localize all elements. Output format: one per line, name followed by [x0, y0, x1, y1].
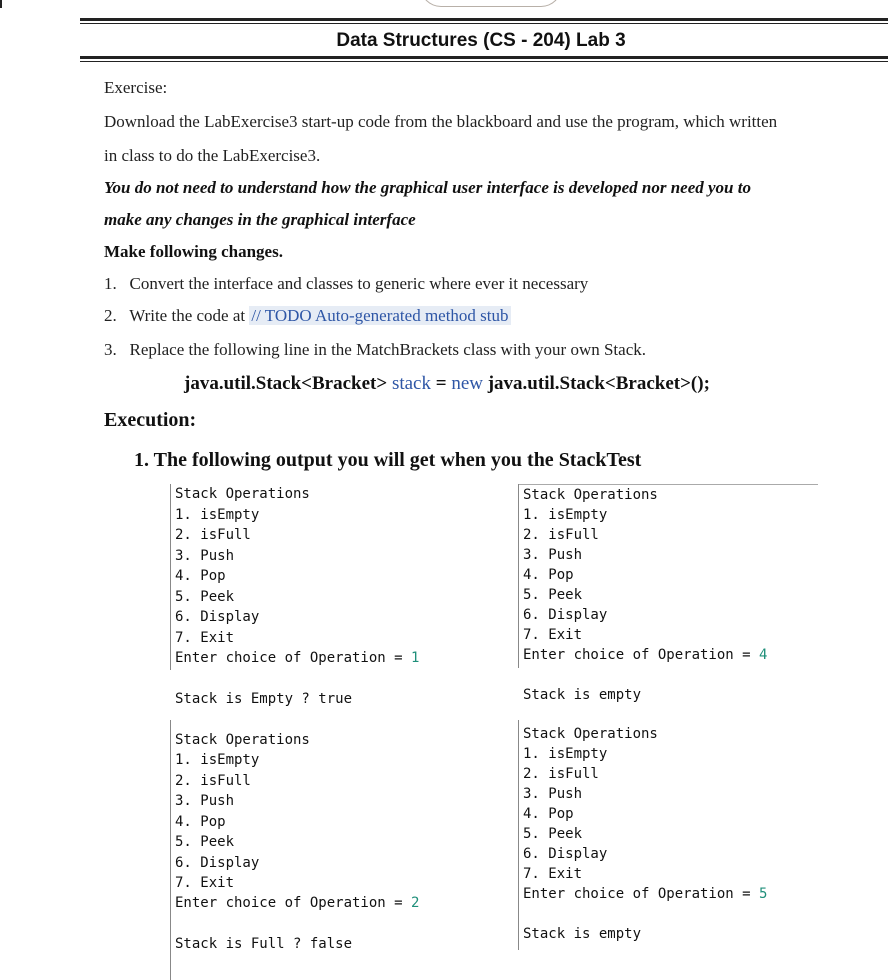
change-item-1: [104, 274, 588, 294]
prompt-text: Enter choice of Operation =: [175, 650, 412, 666]
prompt-text: Enter choice of Operation =: [523, 647, 760, 663]
output-item: 1. The following output you will get when you the StackTest: [134, 449, 642, 471]
console-line: 6. Display: [175, 855, 260, 871]
console-prompt: [523, 886, 767, 902]
prompt-text: Enter choice of Operation =: [175, 895, 412, 911]
change-item-1-number: 1.: [104, 274, 117, 293]
console-line: 4. Pop: [523, 806, 574, 822]
java-replace-line: [184, 373, 710, 395]
console-right-border-1: [518, 484, 519, 668]
console-line: 7. Exit: [175, 875, 235, 891]
console-line: 2. isFull: [523, 766, 599, 782]
console-line: 7. Exit: [523, 627, 583, 643]
console-line: 1. isEmpty: [523, 507, 608, 523]
console-left: [170, 484, 510, 980]
console-result: Stack is empty: [523, 687, 642, 703]
console-line: 5. Peek: [523, 826, 583, 842]
console-line: 1. isEmpty: [175, 752, 260, 768]
console-line: 3. Push: [523, 547, 583, 563]
execution-heading: Execution:: [104, 409, 197, 431]
console-line: 1. isEmpty: [523, 746, 608, 762]
console-right-border-2: [518, 720, 519, 950]
java-part1: java.util.Stack<Bracket>: [184, 373, 392, 394]
exercise-heading: Exercise:: [104, 78, 168, 97]
console-line: 4. Pop: [523, 567, 574, 583]
java-keyword-stack: stack: [391, 373, 431, 394]
change-item-2: [104, 306, 511, 326]
console-line: 3. Push: [175, 548, 235, 564]
choice-value: 2: [411, 895, 420, 911]
console-line: 5. Peek: [175, 589, 235, 605]
console-line: 1. isEmpty: [175, 507, 260, 523]
console-left-border-1: [170, 484, 171, 670]
console-line: 2. isFull: [523, 527, 599, 543]
header-rule-bottom: [80, 56, 888, 59]
console-prompt: [175, 895, 419, 911]
java-part3: java.util.Stack<Bracket>();: [482, 373, 710, 394]
change-item-1-text: Convert the interface and classes to generic where ever it necessary: [129, 274, 589, 293]
exercise-paragraph-line1: Download the LabExercise3 start-up code from the blackboard and use the program, which written: [104, 112, 778, 131]
header-rule-top: [80, 18, 888, 21]
console-line: 5. Peek: [523, 587, 583, 603]
header-left-edge: [0, 0, 2, 8]
change-item-2-number: 2.: [104, 306, 117, 325]
console-result: Stack is Empty ? true: [175, 691, 353, 707]
console-right: [518, 484, 838, 980]
console-line: 3. Push: [523, 786, 583, 802]
console-line: 6. Display: [175, 609, 260, 625]
choice-value: 5: [759, 886, 768, 902]
todo-code-snippet: // TODO Auto-generated method stub: [251, 306, 509, 325]
exercise-paragraph-line2: in class to do the LabExercise3.: [104, 146, 321, 165]
gui-note-line2: make any changes in the graphical interface: [104, 210, 416, 229]
change-item-3-text: Replace the following line in the MatchBrackets class with your own Stack.: [129, 340, 646, 359]
change-item-3: [104, 340, 646, 360]
console-result: Stack is Full ? false: [175, 936, 353, 952]
console-line: 7. Exit: [523, 866, 583, 882]
header-arc-decoration: [420, 0, 562, 7]
header-rule-bottom-thin: [80, 61, 888, 62]
console-line: 4. Pop: [175, 814, 226, 830]
console-prompt: [175, 650, 419, 666]
console-line: 6. Display: [523, 607, 608, 623]
java-keyword-new: new: [451, 373, 483, 394]
console-line: 7. Exit: [175, 630, 235, 646]
java-part2: =: [431, 373, 452, 394]
header-rule-top-thin: [80, 23, 888, 24]
console-line: Stack Operations: [523, 726, 658, 742]
prompt-text: Enter choice of Operation =: [523, 886, 760, 902]
console-line: 4. Pop: [175, 568, 226, 584]
console-line: 5. Peek: [175, 834, 235, 850]
console-result: Stack is empty: [523, 926, 642, 942]
console-left-border-2: [170, 720, 171, 980]
console-line: 3. Push: [175, 793, 235, 809]
choice-value: 4: [759, 647, 768, 663]
console-line: Stack Operations: [175, 732, 310, 748]
change-item-2-text: Write the code at: [129, 306, 250, 325]
console-line: Stack Operations: [523, 487, 658, 503]
console-line: 2. isFull: [175, 773, 251, 789]
change-item-3-number: 3.: [104, 340, 117, 359]
console-prompt: [523, 647, 767, 663]
document-title: Data Structures (CS - 204) Lab 3: [336, 30, 626, 51]
choice-value: 1: [411, 650, 420, 666]
console-line: 2. isFull: [175, 527, 251, 543]
console-line: 6. Display: [523, 846, 608, 862]
console-line: Stack Operations: [175, 486, 310, 502]
changes-heading: Make following changes.: [104, 242, 283, 261]
gui-note-line1: You do not need to understand how the graphical user interface is developed nor need you to: [104, 178, 751, 197]
